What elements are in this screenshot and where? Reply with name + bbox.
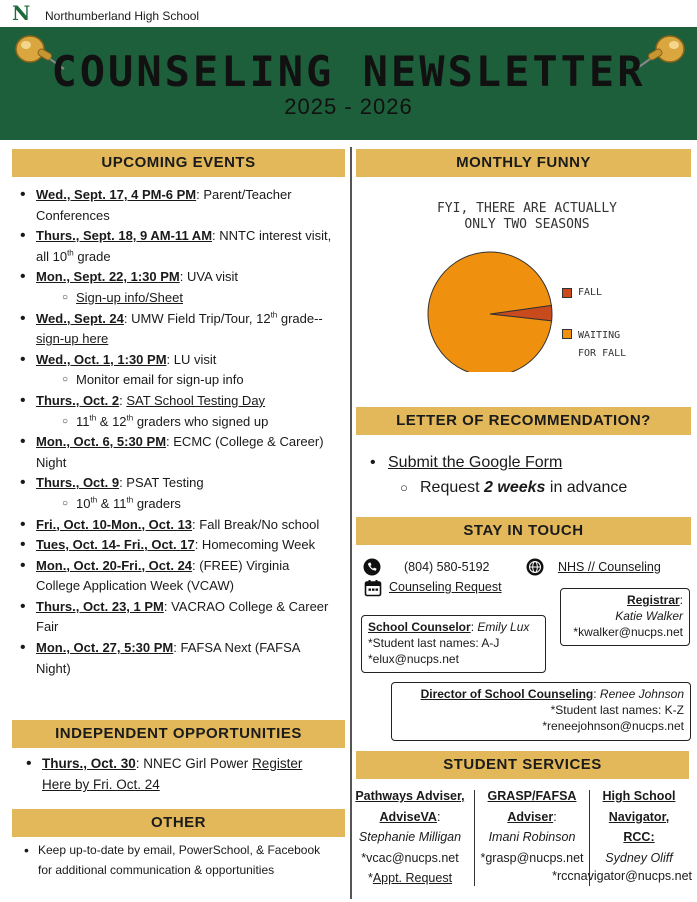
list-item: • Thurs., Oct. 23, 1 PM: VACRAO College & Career Fair [18, 597, 333, 638]
director-card: Director of School Counseling: Renee Johnson *Student last names: K-Z *reneejohnson@nucps.net [391, 682, 691, 741]
legend-waiting-swatch [562, 329, 572, 339]
list-item: • Wed., Oct. 1, 1:30 PM: LU visit ○ Monitor email for sign-up info [18, 350, 333, 391]
list-item: • Wed., Sept. 17, 4 PM-6 PM: Parent/Teacher Conferences [18, 185, 333, 226]
independent-opportunities-header: INDEPENDENT OPPORTUNITIES [12, 720, 345, 748]
other-header: OTHER [12, 809, 345, 837]
list-item: • Thurs., Oct. 9: PSAT Testing ○ 10th & 11th graders [18, 473, 333, 514]
independent-item: • Thurs., Oct. 30: NNEC Girl Power Register Here by Fri. Oct. 24 [24, 753, 334, 795]
navigator-email: *rccnavigator@nucps.net [552, 869, 692, 883]
student-services-header: STUDENT SERVICES [356, 751, 689, 779]
calendar-icon [364, 579, 382, 597]
appointment-request-link[interactable]: Appt. Request [372, 871, 453, 885]
phone-icon [363, 558, 381, 576]
legend-fall-label: FALL [578, 287, 603, 298]
list-item: • Mon., Sept. 22, 1:30 PM: UVA visit ○ Sign-up info/Sheet [18, 267, 333, 308]
google-form-link[interactable]: Submit the Google Form [388, 454, 563, 471]
upcoming-events-header: UPCOMING EVENTS [12, 149, 345, 177]
list-item: • Tues, Oct. 14- Fri., Oct. 17: Homecoming Week [18, 535, 333, 556]
list-item: • Fri., Oct. 10-Mon., Oct. 13: Fall Break/No school [18, 515, 333, 536]
website-link[interactable]: NHS // Counseling [558, 560, 661, 574]
registrar-card: Registrar: Katie Walker *kwalker@nucps.net [560, 588, 690, 646]
legend-fall-swatch [562, 288, 572, 298]
counseling-request-link[interactable]: Counseling Request [389, 580, 502, 594]
list-item: • Mon., Oct. 6, 5:30 PM: ECMC (College & Career) Night [18, 432, 333, 473]
events-list [18, 185, 333, 679]
monthly-funny-header: MONTHLY FUNNY [356, 149, 691, 177]
grasp-fafsa-adviser: GRASP/FAFSA Adviser: Imani Robinson *grasp@nucps.net [480, 789, 584, 865]
list-item: • Thurs., Oct. 2: SAT School Testing Day ○ 11th & 12th graders who signed up [18, 391, 333, 432]
other-item: • Keep up-to-date by email, PowerSchool, & Facebook for additional communication & opportunities [22, 841, 327, 880]
school-name: Northumberland High School [45, 9, 200, 23]
signup-link[interactable]: Sign-up info/Sheet [76, 289, 183, 305]
school-counselor-card: School Counselor: Emily Lux *Student last names: A-J *elux@nucps.net [361, 615, 546, 673]
signup-link[interactable]: sign-up here [36, 331, 109, 347]
letter-instructions: • Submit the Google Form ○ Request 2 weeks in advance [370, 450, 680, 500]
top-bar [0, 0, 697, 27]
school-logo: N [12, 1, 31, 25]
comic-caption: FYI, THERE ARE ACTUALLY ONLY TWO SEASONS [436, 201, 617, 232]
globe-icon [526, 558, 544, 576]
monthly-funny-comic [412, 196, 642, 372]
stay-in-touch-header: STAY IN TOUCH [356, 517, 691, 545]
newsletter-banner [0, 27, 697, 140]
list-item: • Mon., Oct. 20-Fri., Oct. 24: (FREE) Virginia College Application Week (VCAW) [18, 556, 333, 597]
school-year: 2025 - 2026 [284, 94, 413, 119]
register-link[interactable]: Register Here by Fri. Oct. 24 [42, 756, 303, 792]
newsletter-title: COUNSELING NEWSLETTER [51, 47, 646, 96]
high-school-navigator: High School Navigator, RCC: Sydney Oliff [602, 789, 676, 865]
sat-link[interactable]: SAT School Testing Day [126, 392, 266, 408]
list-item: • Thurs., Sept. 18, 9 AM-11 AM: NNTC interest visit, all 10th grade [18, 226, 333, 267]
list-item: • Mon., Oct. 27, 5:30 PM: FAFSA Next (FAFSA Night) [18, 638, 333, 679]
letter-of-recommendation-header: LETTER OF RECOMMENDATION? [356, 407, 691, 435]
phone-number: (804) 580-5192 [404, 560, 490, 574]
list-item: • Wed., Sept. 24: UMW Field Trip/Tour, 12th grade-- sign-up here [18, 309, 333, 350]
pathways-adviser: Pathways Adviser, AdviseVA: Stephanie Milligan *vcac@nucps.net *Appt. Request [355, 789, 465, 885]
legend-waiting-label: WAITING FOR FALL [578, 330, 627, 359]
